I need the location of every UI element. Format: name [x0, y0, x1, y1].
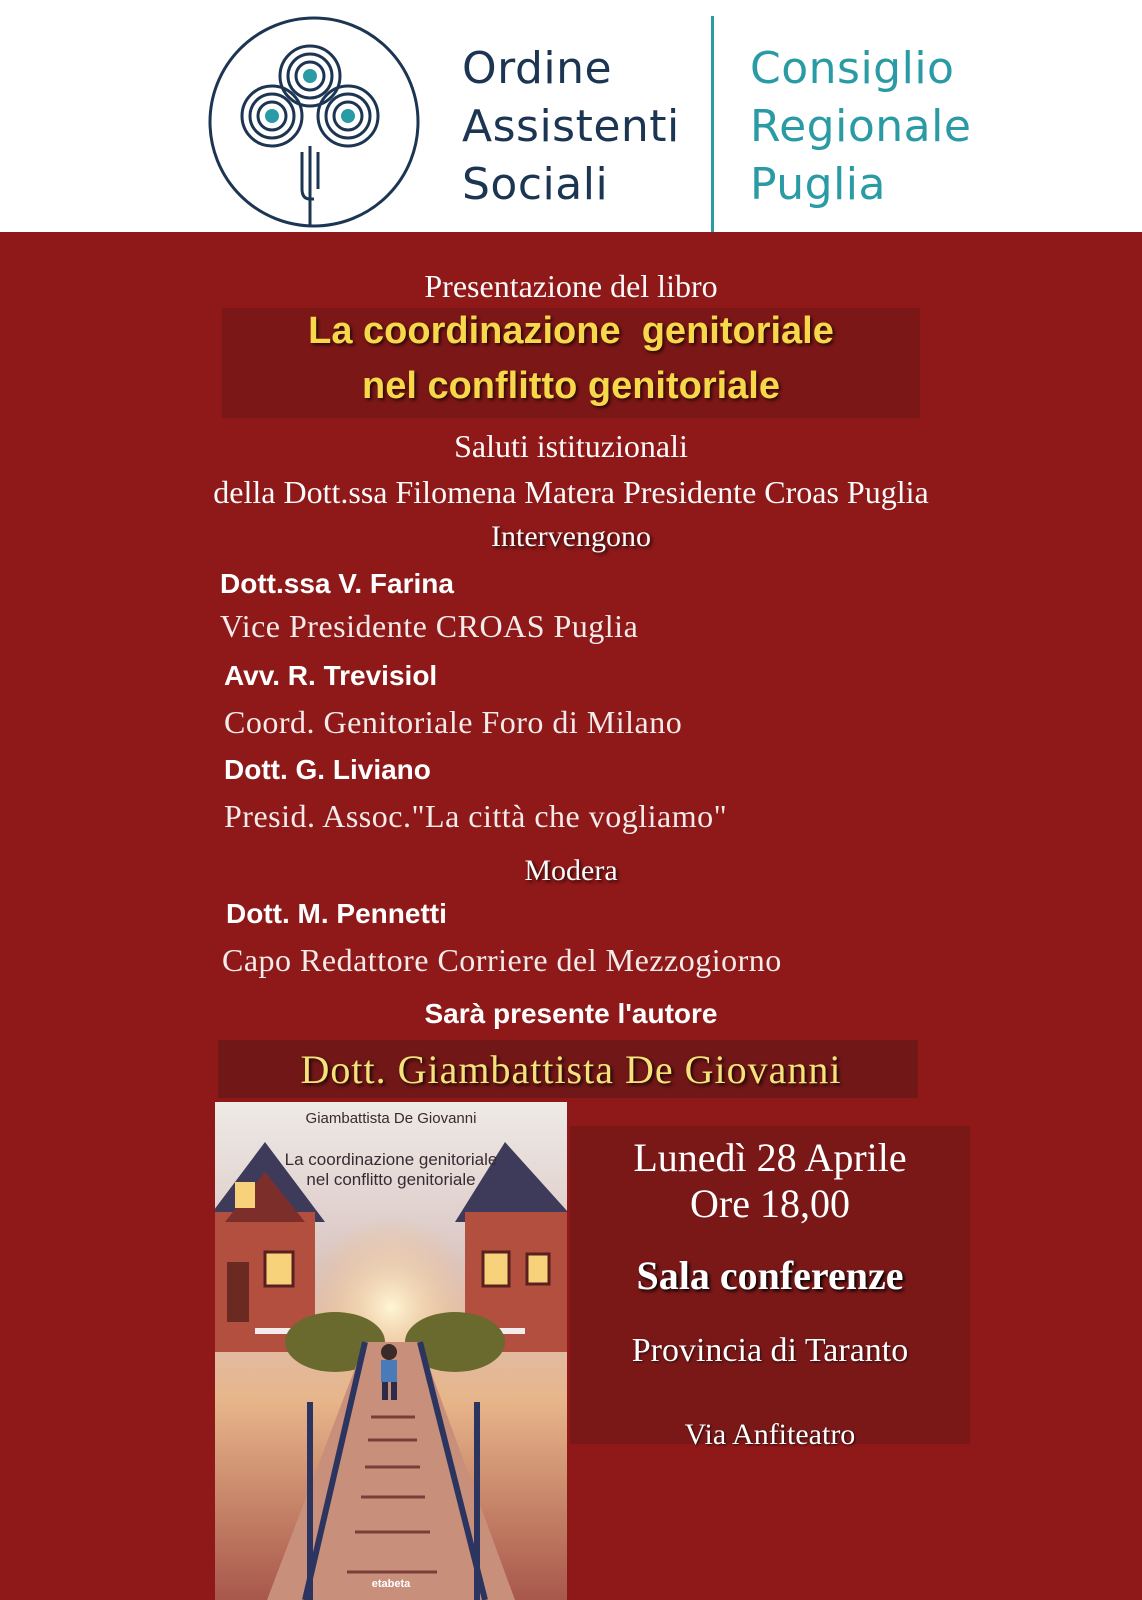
book-title-line-2: nel conflitto genitoriale	[361, 365, 781, 407]
moderator-name: Dott. M. Pennetti	[226, 898, 447, 929]
author-name: Dott. Giambattista De Giovanni	[300, 1047, 842, 1092]
moderator-label: Modera	[524, 854, 618, 887]
speakers-label: Intervengono	[491, 520, 651, 553]
moderator-role: Capo Redattore Corriere del Mezzogiorno	[222, 942, 782, 978]
speaker-role: Vice Presidente CROAS Puglia	[220, 608, 639, 644]
cover-author: Giambattista De Giovanni	[305, 1110, 477, 1127]
event-address: Via Anfiteatro	[684, 1418, 856, 1451]
author-label: Sarà presente l'autore	[424, 998, 718, 1029]
org-name-line: Sociali	[462, 159, 609, 210]
speaker-name: Avv. R. Trevisiol	[224, 660, 438, 691]
speaker-name: Dott. G. Liviano	[224, 754, 431, 785]
cover-publisher: etabeta	[371, 1578, 411, 1590]
event-time: Ore 18,00	[690, 1181, 850, 1226]
cover-title	[215, 1150, 567, 1190]
knot-tree-logo-icon	[206, 14, 422, 230]
book-cover-image	[215, 1102, 567, 1600]
header-banner	[0, 0, 1142, 232]
speaker-role: Presid. Assoc."La città che vogliamo"	[224, 798, 728, 834]
council-name-line: Consiglio	[750, 43, 955, 94]
speaker-role: Coord. Genitoriale Foro di Milano	[224, 704, 683, 740]
greetings-by: della Dott.ssa Filomena Matera Presidente Croas Puglia	[213, 474, 929, 510]
council-name-line: Puglia	[750, 159, 886, 210]
speaker-name: Dott.ssa V. Farina	[220, 568, 454, 599]
cover-title-line: La coordinazione genitoriale	[284, 1150, 498, 1169]
header-divider	[711, 16, 714, 232]
council-name-line: Regionale	[750, 101, 972, 152]
event-place: Provincia di Taranto	[631, 1332, 909, 1369]
org-name-line: Ordine	[462, 43, 613, 94]
org-name	[462, 40, 680, 214]
intro-text: Presentazione del libro	[424, 268, 718, 304]
event-date: Lunedì 28 Aprile	[633, 1135, 907, 1180]
greetings-label: Saluti istituzionali	[454, 428, 688, 464]
event-venue: Sala conferenze	[636, 1253, 904, 1298]
cover-title-line: nel conflitto genitoriale	[306, 1170, 476, 1189]
book-title-line-1: La coordinazione genitoriale	[308, 310, 834, 352]
council-name	[750, 40, 971, 214]
org-name-line: Assistenti	[462, 101, 680, 152]
